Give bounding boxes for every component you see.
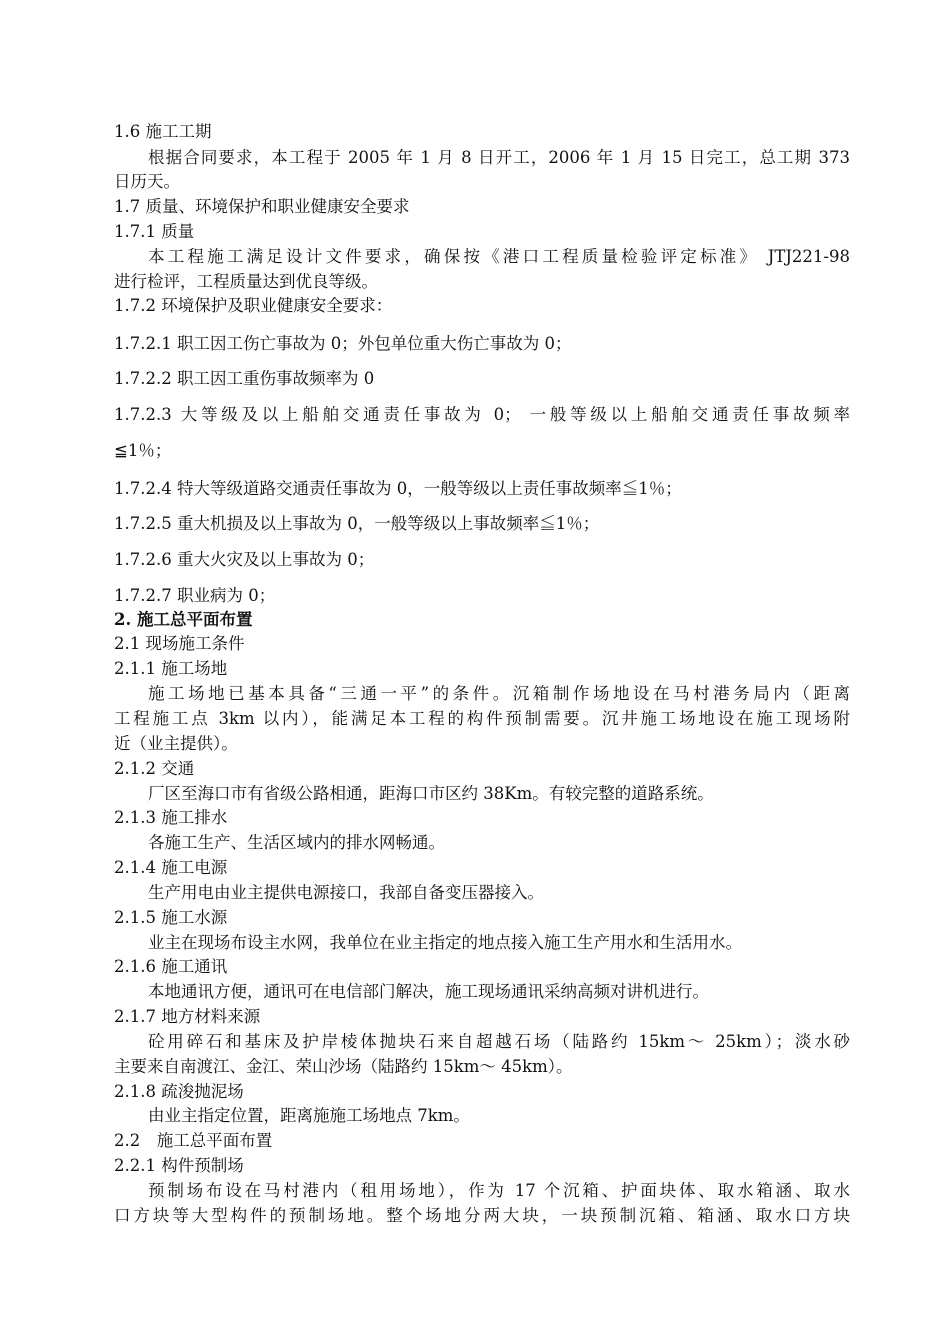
heading-2-1-5: 2.1.5 施工水源 — [114, 908, 228, 927]
list-item-1-7-2-3: 1.7.2.3 大等级及以上船舶交通责任事故为 0； 一般等级以上船舶交通责任事故频率 — [114, 405, 850, 424]
heading-1-7: 1.7 质量、环境保护和职业健康安全要求 — [114, 197, 410, 216]
heading-2-2-1: 2.2.1 构件预制场 — [114, 1156, 244, 1175]
paragraph-line: 本地通讯方便，通讯可在电信部门解决，施工现场通讯采纳高频对讲机进行。 — [148, 982, 709, 1001]
heading-1-6: 1.6 施工工期 — [114, 122, 212, 141]
heading-2-1-7: 2.1.7 地方材料来源 — [114, 1007, 261, 1026]
section-heading-2: 2. 施工总平面布置 — [114, 610, 253, 629]
heading-2-1-1: 2.1.1 施工场地 — [114, 659, 228, 678]
paragraph-line: 进行检评，工程质量达到优良等级。 — [114, 272, 378, 291]
list-item-1-7-2-4: 1.7.2.4 特大等级道路交通责任事故为 0，一般等级以上责任事故频率≦1％； — [114, 479, 682, 498]
paragraph-line: 业主在现场布设主水网，我单位在业主指定的地点接入施工生产用水和生活用水。 — [148, 933, 742, 952]
heading-2-1-8: 2.1.8 疏浚抛泥场 — [114, 1082, 244, 1101]
heading-2-1-2: 2.1.2 交通 — [114, 759, 195, 778]
list-item-continuation: ≦1％； — [114, 441, 172, 460]
paragraph-line: 近（业主提供）。 — [114, 734, 238, 753]
paragraph-line: 生产用电由业主提供电源接口，我部自备变压器接入。 — [148, 883, 544, 902]
paragraph-line: 各施工生产、生活区域内的排水网畅通。 — [148, 833, 445, 852]
heading-2-1-4: 2.1.4 施工电源 — [114, 858, 228, 877]
heading-2-1-6: 2.1.6 施工通讯 — [114, 957, 228, 976]
heading-2-2: 2.2 施工总平面布置 — [114, 1131, 273, 1150]
heading-2-1: 2.1 现场施工条件 — [114, 634, 245, 653]
paragraph-line: 工程施工点 3km 以内），能满足本工程的构件预制需要。沉井施工场地设在施工现场附 — [114, 709, 850, 728]
paragraph-line: 口方块等大型构件的预制场地。整个场地分两大块，一块预制沉箱、箱涵、取水口方块 — [114, 1206, 850, 1225]
paragraph-line: 日历天。 — [114, 172, 180, 191]
heading-1-7-2: 1.7.2 环境保护及职业健康安全要求： — [114, 296, 393, 315]
paragraph-line: 根据合同要求，本工程于 2005 年 1 月 8 日开工，2006 年 1 月 15 日完工，总工期 373 — [148, 148, 850, 167]
list-item-1-7-2-2: 1.7.2.2 职工因工重伤事故频率为 0 — [114, 369, 375, 388]
paragraph-line: 本工程施工满足设计文件要求，确保按《港口工程质量检验评定标准》 JTJ221-98 — [148, 247, 850, 266]
list-item-1-7-2-7: 1.7.2.7 职业病为 0； — [114, 586, 276, 605]
paragraph-line: 主要来自南渡江、金江、荣山沙场（陆路约 15km～ 45km）。 — [114, 1057, 573, 1076]
paragraph-line: 由业主指定位置，距离施施工场地点 7km。 — [148, 1106, 470, 1125]
heading-2-1-3: 2.1.3 施工排水 — [114, 808, 228, 827]
list-item-1-7-2-5: 1.7.2.5 重大机损及以上事故为 0，一般等级以上事故频率≦1％； — [114, 514, 600, 533]
heading-1-7-1: 1.7.1 质量 — [114, 222, 195, 241]
paragraph-line: 砼用碎石和基床及护岸棱体抛块石来自超越石场（陆路约 15km～ 25km）；淡水砂 — [148, 1032, 850, 1051]
list-item-1-7-2-1: 1.7.2.1 职工因工伤亡事故为 0；外包单位重大伤亡事故为 0； — [114, 334, 572, 353]
paragraph-line: 预制场布设在马村港内（租用场地），作为 17 个沉箱、护面块体、取水箱涵、取水 — [148, 1181, 850, 1200]
paragraph-line: 厂区至海口市有省级公路相通，距海口市区约 38Km。有较完整的道路系统。 — [148, 784, 714, 803]
paragraph-line: 施工场地已基本具备“三通一平”的条件。沉箱制作场地设在马村港务局内（距离 — [148, 684, 850, 703]
list-item-1-7-2-6: 1.7.2.6 重大火灾及以上事故为 0； — [114, 550, 375, 569]
